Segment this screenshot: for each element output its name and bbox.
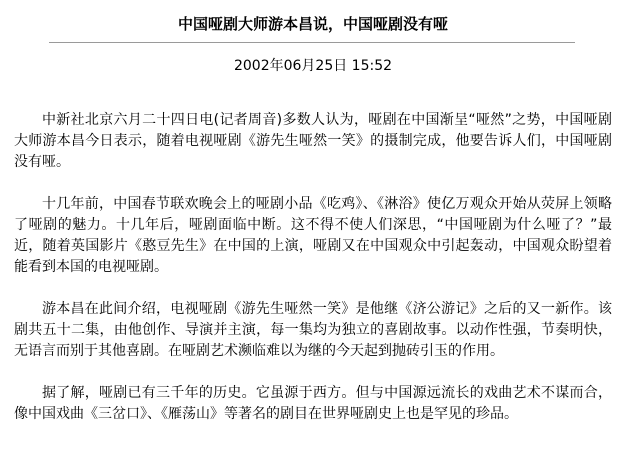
article-body — [14, 110, 612, 446]
paragraph-3: 游本昌在此间介绍，电视哑剧《游先生哑然一笑》是他继《济公游记》之后的又一新作。该剧共五十二集，由他创作、导演并主演，每一集均为独立的喜剧故事。以动作性强，节奏明快，无语言而别于其他喜剧。在哑剧艺术濒临难以为继的今天起到抛砖引玉的作用。 — [14, 301, 612, 359]
article-title: 中国哑剧大师游本昌说，中国哑剧没有哑 — [177, 15, 448, 33]
paragraph-4: 据了解，哑剧已有三千年的历史。它虽源于西方。但与中国源远流长的戏曲艺术不谋而合，像中国戏曲《三岔口》、《雁荡山》等著名的剧目在世界哑剧史上也是罕见的珍品。 — [14, 385, 612, 422]
title-divider — [49, 42, 575, 43]
paragraph-2: 十几年前，中国春节联欢晚会上的哑剧小品《吃鸡》、《淋浴》使亿万观众开始从荧屏上领略了哑剧的魅力。十几年后，哑剧面临中断。这不得不使人们深思，“中国哑剧为什么哑了？”最近，随着英国影片《憨豆先生》在中国的上演，哑剧又在中国观众中引起轰动，中国观众盼望着能看到本国的电视哑剧。 — [14, 196, 612, 275]
article-date: 2002年06月25日 15:52 — [233, 58, 393, 74]
paragraph-1: 中新社北京六月二十四日电(记者周音)多数人认为，哑剧在中国渐呈“哑然”之势，中国哑剧大师游本昌今日表示，随着电视哑剧《游先生哑然一笑》的摄制完成，他要告诉人们，中国哑剧没有哑。 — [14, 112, 612, 170]
